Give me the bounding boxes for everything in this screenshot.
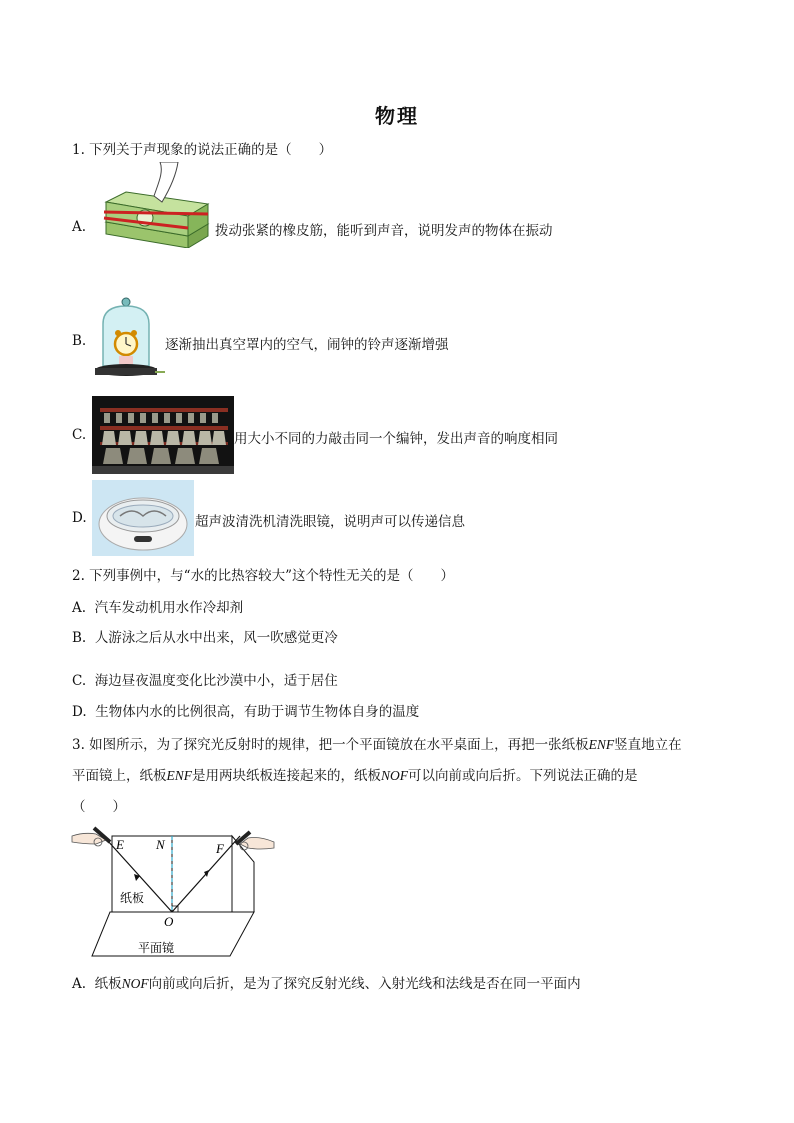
diagram-label-board: 纸板 (120, 891, 145, 905)
q3-stem-text: 是用两块纸板连接起来的，纸板 (192, 768, 381, 784)
diagram-label-e: E (116, 837, 124, 852)
q2-option-b-label: B. (72, 630, 87, 646)
diagram-label-o: O (164, 914, 174, 929)
q2-option-d-text: 生物体内水的比例很高，有助于调节生物体自身的温度 (95, 704, 420, 720)
diagram-label-f: F (216, 841, 224, 856)
q1-option-d-text: 超声波清洗机清洗眼镜，说明声可以传递信息 (195, 514, 465, 530)
q1-stem: 1. 下列关于声现象的说法正确的是（ ） (72, 142, 333, 158)
q2-option-b (72, 628, 338, 648)
rubber-band-box-image (100, 162, 212, 248)
q1-option-c-text: 用大小不同的力敲击同一个编钟，发出声音的响度相同 (234, 431, 558, 447)
q2-option-c-text: 海边昼夜温度变化比沙漠中小，适于居住 (94, 673, 338, 689)
q1-option-c-label: C. (72, 427, 87, 443)
q2-option-a-text: 汽车发动机用水作冷却剂 (94, 600, 244, 616)
q3-var-nof: NOF (381, 768, 408, 783)
q3-stem-text: 可以向前或向后折。下列说法正确的是 (408, 768, 638, 784)
q3-option-a-text: 向前或向后折，是为了探究反射光线、入射光线和法线是否在同一平面内 (148, 976, 581, 992)
q3-stem-line2 (72, 764, 638, 784)
q3-option-a (72, 972, 581, 992)
q3-stem-text: 竖直地立在 (614, 737, 682, 753)
q3-var-nof: NOF (121, 976, 149, 991)
q2-option-c (72, 671, 338, 691)
q1-option-b-label: B. (72, 333, 87, 349)
q2-option-d-label: D. (72, 704, 87, 720)
chime-bells-image (92, 396, 234, 474)
q2-option-d (72, 702, 419, 722)
q3-var-enf: ENF (166, 768, 192, 783)
q3-option-a-text: 纸板 (94, 976, 122, 992)
ultrasonic-cleaner-image (92, 480, 194, 556)
q3-stem-line1 (72, 733, 682, 753)
q1-option-a-label: A. (72, 219, 87, 235)
q3-option-a-label: A. (72, 976, 87, 992)
diagram-label-n: N (156, 837, 165, 852)
reflection-diagram (70, 822, 276, 960)
q3-var-enf: ENF (588, 737, 615, 752)
diagram-label-mirror: 平面镜 (138, 941, 175, 955)
q2-option-a-label: A. (72, 600, 87, 616)
q2-option-c-label: C. (72, 673, 87, 689)
q3-stem-line3: （ ） (72, 799, 126, 815)
q1-option-a-text: 拨动张紧的橡皮筋，能听到声音，说明发声的物体在振动 (215, 223, 553, 239)
q3-stem-text: 3. 如图所示，为了探究光反射时的规律，把一个平面镜放在水平桌面上，再把一张纸板 (72, 737, 589, 753)
bell-jar-alarm-clock-image (93, 296, 165, 384)
q2-stem: 2. 下列事例中，与“水的比热容较大”这个特性无关的是（ ） (72, 568, 454, 584)
page-title: 物理 (375, 104, 419, 128)
q1-option-d-label: D. (72, 510, 87, 526)
q1-option-b-text: 逐渐抽出真空罩内的空气，闹钟的铃声逐渐增强 (165, 337, 449, 353)
q2-option-a (72, 598, 243, 618)
q2-option-b-text: 人游泳之后从水中出来，风一吹感觉更冷 (94, 630, 338, 646)
q3-stem-text: 平面镜上，纸板 (72, 768, 167, 784)
